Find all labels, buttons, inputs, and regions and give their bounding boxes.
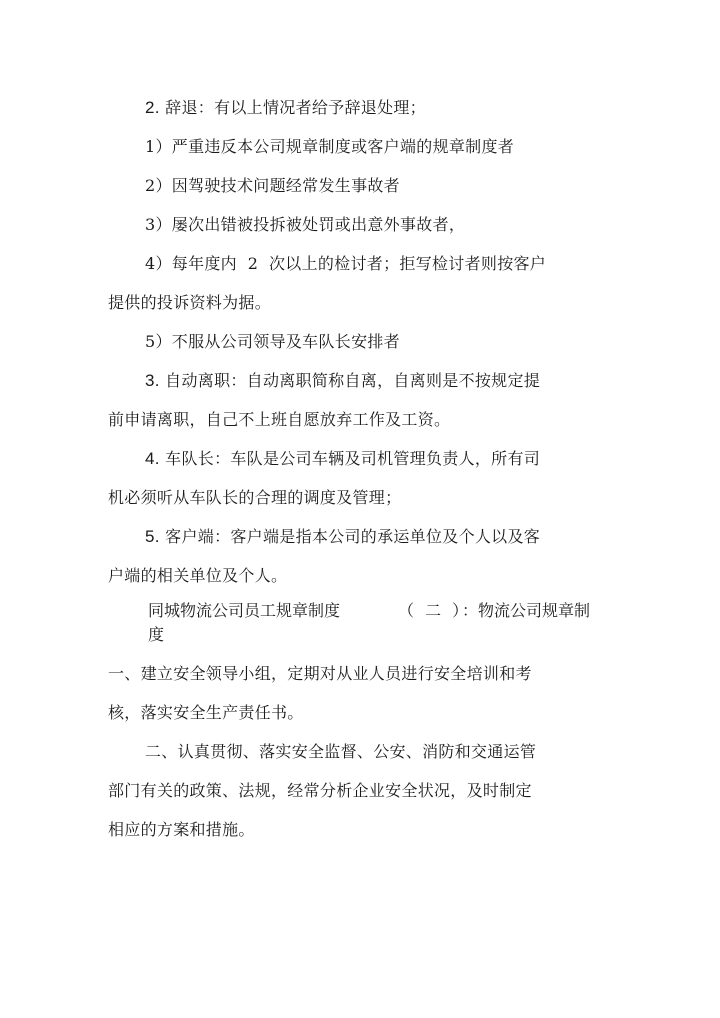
rule-one-continuation: 核，落实安全生产责任书。 xyxy=(108,703,304,722)
list-item-continuation: 提供的投诉资料为据。 xyxy=(108,293,272,312)
list-item: 2）因驾驶技术问题经常发生事故者 xyxy=(145,176,400,195)
section-heading-left: 同城物流公司员工规章制度 xyxy=(148,601,341,620)
paragraph-continuation: 户端的相关单位及个人。 xyxy=(108,566,288,585)
rule-two-continuation: 相应的方案和措施。 xyxy=(108,820,255,839)
paragraph-dismissal xyxy=(145,98,426,118)
paragraph-number: 3. xyxy=(145,371,160,390)
section-heading-number: （ 二 ） xyxy=(398,601,469,620)
paragraph-resignation xyxy=(145,371,540,391)
paragraph-number: 2. xyxy=(145,98,160,117)
paragraph-continuation: 机必须听从车队长的合理的调度及管理； xyxy=(108,488,402,507)
rule-one: 一、建立安全领导小组，定期对从业人员进行安全培训和考 xyxy=(108,664,532,683)
paragraph-number: 5. xyxy=(145,527,160,546)
paragraph-team-leader xyxy=(145,449,540,469)
section-heading-right: ：物流公司规章制 xyxy=(462,601,591,620)
paragraph-client xyxy=(145,527,540,547)
list-item: 1）严重违反本公司规章制度或客户端的规章制度者 xyxy=(145,137,515,156)
paragraph-number: 4. xyxy=(145,449,160,468)
section-heading-wrap: 度 xyxy=(148,625,165,644)
rule-two: 二、认真贯彻、落实安全监督、公安、消防和交通运管 xyxy=(145,742,537,761)
list-item: 5）不服从公司领导及车队长安排者 xyxy=(145,332,400,351)
list-item: 4）每年度内 2 次以上的检讨者；拒写检讨者则按客户 xyxy=(145,254,547,273)
paragraph-text: 辞退：有以上情况者给予辞退处理； xyxy=(165,98,426,117)
paragraph-continuation: 前申请离职，自己不上班自愿放弃工作及工资。 xyxy=(108,410,451,429)
paragraph-text: 客户端：客户端是指本公司的承运单位及个人以及客 xyxy=(165,527,541,546)
rule-two-continuation: 部门有关的政策、法规，经常分析企业安全状况，及时制定 xyxy=(108,781,532,800)
list-item: 3）屡次出错被投拆被处罚或出意外事故者， xyxy=(145,215,466,234)
paragraph-text: 自动离职：自动离职简称自离，自离则是不按规定提 xyxy=(165,371,541,390)
paragraph-text: 车队长：车队是公司车辆及司机管理负责人，所有司 xyxy=(165,449,541,468)
